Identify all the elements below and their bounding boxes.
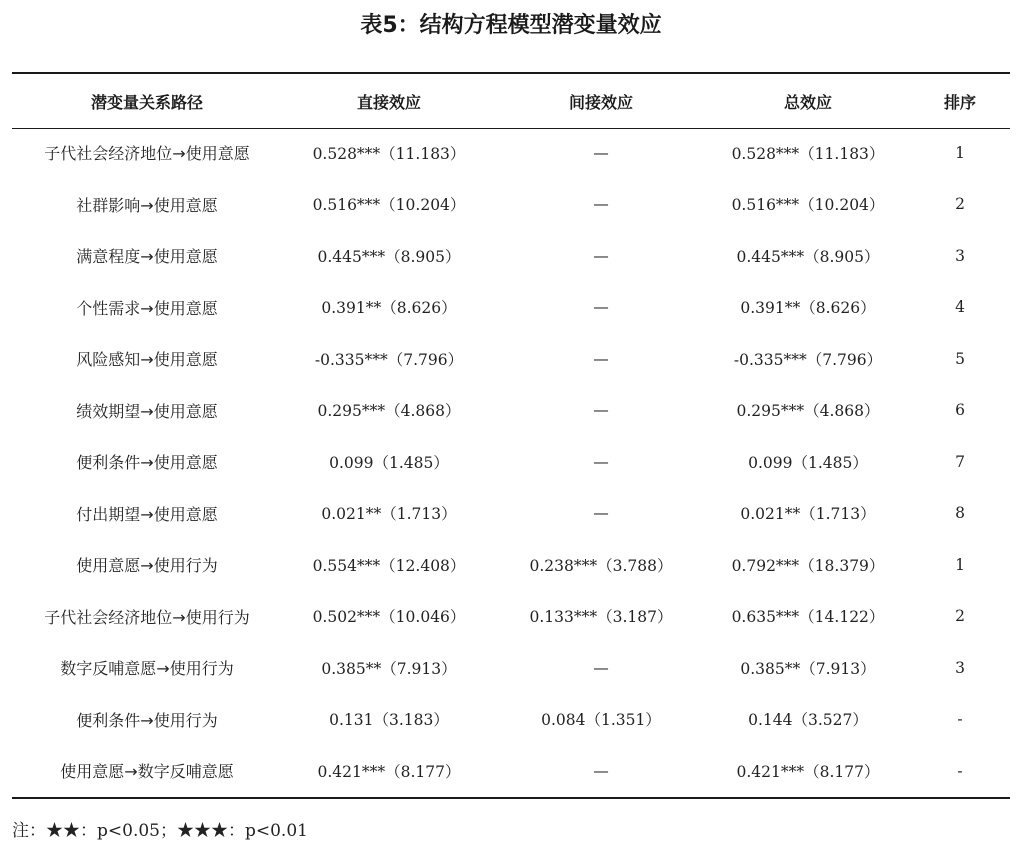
rank-cell: 7 xyxy=(955,452,965,471)
direct-effect-cell: 0.295***（4.868） xyxy=(317,402,461,421)
column-header-total: 总效应 xyxy=(783,92,832,112)
indirect-effect-cell: — xyxy=(593,349,609,368)
indirect-effect-cell: — xyxy=(593,401,609,420)
direct-effect-cell: 0.021**（1.713） xyxy=(321,505,457,524)
table-row xyxy=(12,694,1010,746)
path-cell: 付出期望→使用意愿 xyxy=(76,504,218,524)
rank-cell: 3 xyxy=(955,246,965,265)
direct-effect-cell: -0.335***（7.796） xyxy=(314,350,464,369)
header-row xyxy=(12,75,1010,127)
table-row xyxy=(12,591,1010,643)
direct-effect-cell: 0.445***（8.905） xyxy=(317,247,461,266)
direct-effect-cell: 0.502***（10.046） xyxy=(312,608,466,627)
indirect-effect-cell: — xyxy=(593,195,609,214)
table-row xyxy=(12,127,1010,179)
path-cell: 使用意愿→数字反哺意愿 xyxy=(60,762,234,782)
indirect-effect-cell: 0.084（1.351） xyxy=(541,711,661,730)
total-effect-cell: 0.391**（8.626） xyxy=(740,299,876,318)
rank-cell: 5 xyxy=(955,349,965,368)
column-header-direct: 直接效应 xyxy=(356,92,421,112)
table-row xyxy=(12,745,1010,797)
indirect-effect-cell: — xyxy=(593,143,609,162)
total-effect-cell: 0.421***（8.177） xyxy=(736,762,880,781)
path-cell: 数字反哺意愿→使用行为 xyxy=(60,659,234,679)
path-cell: 社群影响→使用意愿 xyxy=(76,195,218,215)
rank-cell: 1 xyxy=(955,143,965,162)
indirect-effect-cell: — xyxy=(593,504,609,523)
total-effect-cell: 0.385**（7.913） xyxy=(740,659,876,678)
table-row xyxy=(12,488,1010,540)
direct-effect-cell: 0.385**（7.913） xyxy=(321,659,457,678)
direct-effect-cell: 0.391**（8.626） xyxy=(321,299,457,318)
table-row xyxy=(12,333,1010,385)
table-row xyxy=(12,436,1010,488)
rank-cell: 1 xyxy=(955,555,965,574)
rank-cell: - xyxy=(957,710,963,729)
rank-cell: 8 xyxy=(955,504,965,523)
path-cell: 满意程度→使用意愿 xyxy=(76,247,218,267)
direct-effect-cell: 0.131（3.183） xyxy=(329,711,449,730)
indirect-effect-cell: — xyxy=(593,761,609,780)
effects-table xyxy=(12,75,1010,797)
path-cell: 子代社会经济地位→使用意愿 xyxy=(44,144,250,164)
rank-cell: 6 xyxy=(955,401,965,420)
total-effect-cell: 0.144（3.527） xyxy=(748,711,868,730)
significance-note: 注：★★：p<0.05；★★★：p<0.01 xyxy=(12,821,308,841)
indirect-effect-cell: 0.238***（3.788） xyxy=(529,556,673,575)
path-cell: 风险感知→使用意愿 xyxy=(76,350,218,370)
table-row xyxy=(12,642,1010,694)
total-effect-cell: 0.099（1.485） xyxy=(748,453,868,472)
direct-effect-cell: 0.516***（10.204） xyxy=(312,196,466,215)
column-header-indirect: 间接效应 xyxy=(568,92,633,112)
total-effect-cell: 0.021**（1.713） xyxy=(740,505,876,524)
bottom-rule xyxy=(12,797,1010,799)
total-effect-cell: 0.635***（14.122） xyxy=(731,608,885,627)
table-title: 表5：结构方程模型潜变量效应 xyxy=(360,13,662,38)
column-header-path: 潜变量关系路径 xyxy=(90,92,203,112)
rank-cell: 4 xyxy=(955,298,965,317)
total-effect-cell: 0.516***（10.204） xyxy=(731,196,885,215)
path-cell: 个性需求→使用意愿 xyxy=(76,298,218,318)
indirect-effect-cell: — xyxy=(593,452,609,471)
table-row xyxy=(12,385,1010,437)
total-effect-cell: 0.792***（18.379） xyxy=(731,556,885,575)
table-row xyxy=(12,282,1010,334)
total-effect-cell: 0.295***（4.868） xyxy=(736,402,880,421)
rank-cell: 2 xyxy=(955,195,965,214)
indirect-effect-cell: — xyxy=(593,298,609,317)
total-effect-cell: 0.445***（8.905） xyxy=(736,247,880,266)
table-row xyxy=(12,539,1010,591)
path-cell: 便利条件→使用行为 xyxy=(76,710,218,730)
top-rule xyxy=(12,72,1010,74)
path-cell: 便利条件→使用意愿 xyxy=(76,453,218,473)
direct-effect-cell: 0.421***（8.177） xyxy=(317,762,461,781)
indirect-effect-cell: — xyxy=(593,246,609,265)
indirect-effect-cell: 0.133***（3.187） xyxy=(529,608,673,627)
path-cell: 使用意愿→使用行为 xyxy=(76,556,218,576)
rank-cell: 3 xyxy=(955,658,965,677)
column-header-rank: 排序 xyxy=(943,92,976,112)
direct-effect-cell: 0.528***（11.183） xyxy=(312,144,466,163)
indirect-effect-cell: — xyxy=(593,658,609,677)
rank-cell: - xyxy=(957,761,963,780)
rank-cell: 2 xyxy=(955,607,965,626)
direct-effect-cell: 0.099（1.485） xyxy=(329,453,449,472)
total-effect-cell: 0.528***（11.183） xyxy=(731,144,885,163)
path-cell: 子代社会经济地位→使用行为 xyxy=(44,607,250,627)
table-row xyxy=(12,230,1010,282)
direct-effect-cell: 0.554***（12.408） xyxy=(312,556,466,575)
path-cell: 绩效期望→使用意愿 xyxy=(76,401,218,421)
total-effect-cell: -0.335***（7.796） xyxy=(733,350,883,369)
table-row xyxy=(12,179,1010,231)
